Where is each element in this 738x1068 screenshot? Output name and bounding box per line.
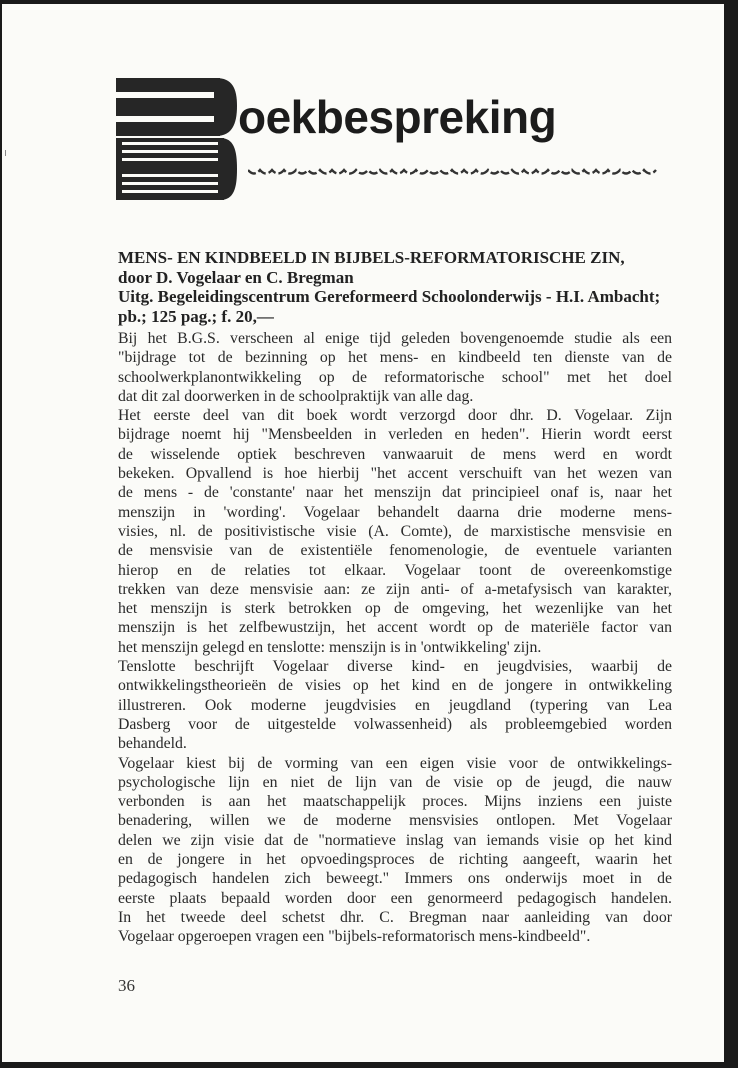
body-line: het menszijn gelegd en tenslotte: menszijn is in 'ontwikkeling' zijn. [118, 638, 542, 656]
margin-mark [5, 150, 6, 156]
body-line: Vogelaar kiest bij de vorming van een eigen visie voor de ontwikkelings- [118, 754, 672, 772]
body-line: Vogelaar opgeroepen vragen een "bijbels-reformatorisch mens-kindbeeld". [118, 928, 591, 946]
book-logo-letter-b-icon [116, 78, 237, 200]
body-line: het menszijn is sterk betrokken op de omgeving, het wezenlijke van het [118, 600, 672, 618]
body-line: benadering, willen we de moderne mensvisies ontlopen. Met Vogelaar [118, 812, 672, 830]
body-line: menszijn in 'wording'. Vogelaar behandelt daarna drie moderne mens- [118, 503, 672, 521]
body-line: en de jongere in het opvoedingsproces de richting aangeeft, waarin het [118, 851, 672, 869]
body-line: behandeld. [118, 735, 187, 753]
book-title-block [118, 248, 678, 326]
body-line: psychologische lijn en niet de lijn van de visie op de jeugd, die nauw [118, 773, 672, 791]
body-line: "bijdrage tot de bezinning op het mens- en kindbeeld ten dienste van de [118, 349, 672, 367]
body-line: In het tweede deel schetst dhr. C. Bregman naar aanleiding van door [118, 908, 672, 926]
body-line: dat dit zal doorwerken in de schoolpraktijk van alle dag. [118, 387, 474, 405]
section-heading: oekbespreking [238, 91, 557, 143]
body-line: pedagogisch handelen zich beweegt." Immers ons onderwijs moet in de [118, 870, 672, 888]
body-line: verbonden is aan het maatschappelijk proces. Mijns inziens een juiste [118, 793, 672, 811]
document-page [2, 4, 724, 1062]
review-body [118, 329, 672, 947]
page-number: 36 [118, 976, 135, 995]
body-line: Dasberg voor de uitgestelde volwassenheid) als probleemgebied worden [118, 715, 672, 733]
body-line: de wisselende optiek beschreven vanwaaruit de mens werd en wordt [118, 445, 672, 463]
book-title: MENS- EN KINDBEELD IN BIJBELS-REFORMATORISCHE ZIN, [118, 248, 625, 267]
body-line: hierop en de relaties tot elkaar. Vogelaar toont de overeenkomstige [118, 561, 672, 579]
body-line: bekeken. Opvallend is hoe hierbij "het accent verschuift van het wezen van [118, 465, 672, 483]
body-line: Het eerste deel van dit boek wordt verzorgd door dhr. D. Vogelaar. Zijn [118, 407, 672, 425]
body-line: Tenslotte beschrijft Vogelaar diverse kind- en jeugdvisies, waarbij de [118, 658, 672, 676]
body-line: delen we zijn visie dat de "normatieve inslag van iemands visie op het kind [118, 831, 672, 849]
body-line: schoolwerkplanontwikkeling op de reformatorische school" met het doel [118, 368, 672, 386]
body-line: de mens - de 'constante' naar het menszijn dat principieel onaf is, naar het [118, 484, 672, 502]
body-line: menszijn is het zelfbewustzijn, het accent wordt op de materiële factor van [118, 619, 672, 637]
book-publisher: Uitg. Begeleidingscentrum Gereformeerd Schoolonderwijs - H.I. Ambacht; [118, 287, 661, 306]
body-line: bijdrage noemt hij "Mensbeelden in verleden en heden". Hierin wordt eerst [118, 426, 672, 444]
book-authors: door D. Vogelaar en C. Bregman [118, 267, 354, 287]
decorative-wave-rule [248, 164, 660, 180]
body-line: visies, nl. de positivistische visie (A. Comte), de marxistische mensvisie en [118, 522, 672, 540]
body-line: trekken van deze mensvisie aan: ze zijn anti- of a-metafysisch van karakter, [118, 580, 672, 598]
body-line: ontwikkelingstheorieën de visies op het kind en de jongere in ontwikkeling [118, 677, 672, 695]
book-details: pb.; 125 pag.; f. 20,— [118, 306, 274, 326]
body-line: illustreren. Ook moderne jeugdvisies en jeugdland (typering van Lea [118, 696, 672, 714]
body-line: de mensvisie van de existentiële fenomenologie, de eventuele varianten [118, 542, 672, 560]
body-line: Bij het B.G.S. verscheen al enige tijd geleden bovengenoemde studie als een [118, 330, 672, 347]
body-line: eerste plaats bepaald worden door een genormeerd pedagogisch handelen. [118, 889, 672, 907]
